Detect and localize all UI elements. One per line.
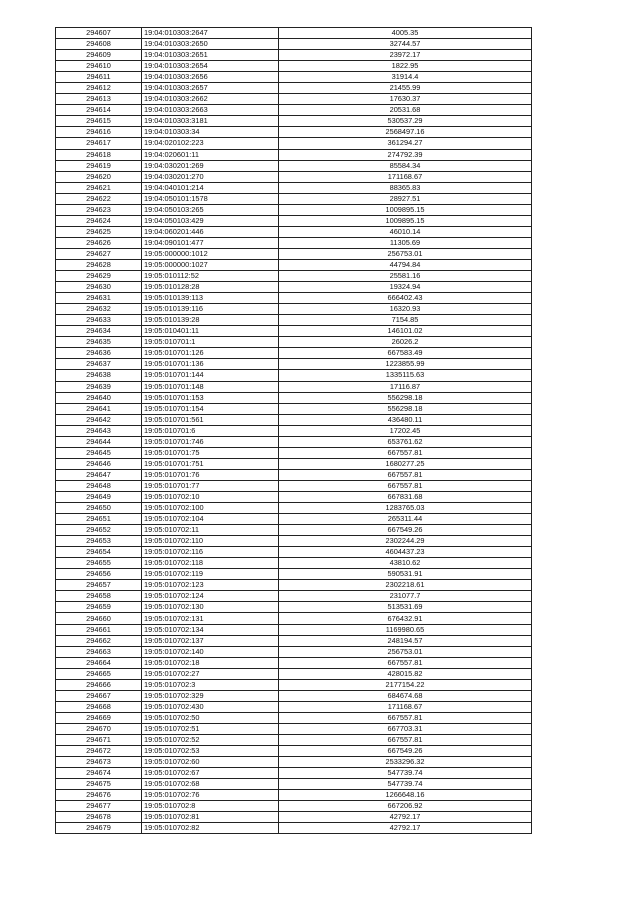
value-cell: 556298.18: [279, 392, 532, 403]
row-id-cell: 294675: [56, 779, 142, 790]
row-id-cell: 294679: [56, 823, 142, 834]
table-row: [56, 657, 532, 668]
cadastral-code-cell: 19:04:050101:1578: [142, 193, 279, 204]
table-row: [56, 182, 532, 193]
row-id-cell: 294652: [56, 525, 142, 536]
table-row: [56, 558, 532, 569]
table-row: [56, 801, 532, 812]
table-row: [56, 127, 532, 138]
value-cell: 43810.62: [279, 558, 532, 569]
table-row: [56, 315, 532, 326]
row-id-cell: 294639: [56, 381, 142, 392]
value-cell: 530537.29: [279, 116, 532, 127]
row-id-cell: 294650: [56, 503, 142, 514]
cadastral-code-cell: 19:05:010702:137: [142, 635, 279, 646]
cadastral-code-cell: 19:05:010702:51: [142, 723, 279, 734]
table-row: [56, 293, 532, 304]
cadastral-code-cell: 19:05:010702:110: [142, 536, 279, 547]
value-cell: 361294.27: [279, 138, 532, 149]
row-id-cell: 294659: [56, 602, 142, 613]
value-cell: 1283765.03: [279, 503, 532, 514]
row-id-cell: 294643: [56, 425, 142, 436]
table-row: [56, 392, 532, 403]
table-row: [56, 447, 532, 458]
cadastral-code-cell: 19:05:010702:76: [142, 790, 279, 801]
row-id-cell: 294648: [56, 480, 142, 491]
cadastral-code-cell: 19:05:010702:10: [142, 491, 279, 502]
cadastral-code-cell: 19:04:090101:477: [142, 237, 279, 248]
table-row: [56, 591, 532, 602]
table-row: [56, 690, 532, 701]
value-cell: 31914.4: [279, 72, 532, 83]
cadastral-code-cell: 19:04:010303:3181: [142, 116, 279, 127]
cadastral-code-cell: 19:05:010139:116: [142, 304, 279, 315]
cadastral-code-cell: 19:05:010701:153: [142, 392, 279, 403]
table-row: [56, 83, 532, 94]
row-id-cell: 294670: [56, 723, 142, 734]
row-id-cell: 294638: [56, 370, 142, 381]
row-id-cell: 294632: [56, 304, 142, 315]
table-row: [56, 138, 532, 149]
value-cell: 171168.67: [279, 171, 532, 182]
row-id-cell: 294642: [56, 414, 142, 425]
cadastral-code-cell: 19:04:030201:270: [142, 171, 279, 182]
table-row: [56, 635, 532, 646]
table-row: [56, 525, 532, 536]
value-cell: 667557.81: [279, 469, 532, 480]
value-cell: 4005.35: [279, 28, 532, 39]
cadastral-code-cell: 19:04:010303:2650: [142, 39, 279, 50]
table-row: [56, 105, 532, 116]
value-cell: 32744.57: [279, 39, 532, 50]
table-row: [56, 282, 532, 293]
cadastral-code-cell: 19:04:050103:429: [142, 215, 279, 226]
table-row: [56, 757, 532, 768]
table-row: [56, 226, 532, 237]
row-id-cell: 294615: [56, 116, 142, 127]
value-cell: 666402.43: [279, 293, 532, 304]
row-id-cell: 294622: [56, 193, 142, 204]
row-id-cell: 294649: [56, 491, 142, 502]
table-row: [56, 624, 532, 635]
cadastral-code-cell: 19:05:010701:746: [142, 436, 279, 447]
table-row: [56, 248, 532, 259]
value-cell: 1009895.15: [279, 215, 532, 226]
value-cell: 231077.7: [279, 591, 532, 602]
row-id-cell: 294644: [56, 436, 142, 447]
row-id-cell: 294634: [56, 326, 142, 337]
value-cell: 1266648.16: [279, 790, 532, 801]
row-id-cell: 294671: [56, 735, 142, 746]
value-cell: 42792.17: [279, 823, 532, 834]
cadastral-code-cell: 19:05:010701:148: [142, 381, 279, 392]
cadastral-code-cell: 19:05:010702:100: [142, 503, 279, 514]
value-cell: 684674.68: [279, 690, 532, 701]
cadastral-code-cell: 19:05:010701:6: [142, 425, 279, 436]
value-cell: 1335115.63: [279, 370, 532, 381]
row-id-cell: 294657: [56, 580, 142, 591]
row-id-cell: 294633: [56, 315, 142, 326]
value-cell: 1680277.25: [279, 458, 532, 469]
cadastral-code-cell: 19:05:010702:67: [142, 768, 279, 779]
row-id-cell: 294645: [56, 447, 142, 458]
cadastral-code-cell: 19:05:010702:119: [142, 569, 279, 580]
table-row: [56, 94, 532, 105]
row-id-cell: 294646: [56, 458, 142, 469]
cadastral-code-cell: 19:05:010702:81: [142, 812, 279, 823]
value-cell: 146101.02: [279, 326, 532, 337]
table-row: [56, 403, 532, 414]
value-cell: 28927.51: [279, 193, 532, 204]
row-id-cell: 294655: [56, 558, 142, 569]
row-id-cell: 294611: [56, 72, 142, 83]
value-cell: 547739.74: [279, 779, 532, 790]
row-id-cell: 294654: [56, 547, 142, 558]
cadastral-code-cell: 19:04:010303:2656: [142, 72, 279, 83]
table-row: [56, 215, 532, 226]
value-cell: 653761.62: [279, 436, 532, 447]
table-row: [56, 547, 532, 558]
value-cell: 428015.82: [279, 668, 532, 679]
value-cell: 2177154.22: [279, 679, 532, 690]
row-id-cell: 294677: [56, 801, 142, 812]
table-row: [56, 602, 532, 613]
table-row: [56, 668, 532, 679]
table-row: [56, 28, 532, 39]
value-cell: 1169980.65: [279, 624, 532, 635]
row-id-cell: 294626: [56, 237, 142, 248]
row-id-cell: 294608: [56, 39, 142, 50]
row-id-cell: 294673: [56, 757, 142, 768]
row-id-cell: 294641: [56, 403, 142, 414]
cadastral-code-cell: 19:05:010702:18: [142, 657, 279, 668]
value-cell: 19324.94: [279, 282, 532, 293]
cadastral-code-cell: 19:05:010702:140: [142, 646, 279, 657]
value-cell: 667583.49: [279, 348, 532, 359]
cadastral-code-cell: 19:05:010701:144: [142, 370, 279, 381]
row-id-cell: 294665: [56, 668, 142, 679]
value-cell: 248194.57: [279, 635, 532, 646]
table-row: [56, 735, 532, 746]
row-id-cell: 294627: [56, 248, 142, 259]
row-id-cell: 294668: [56, 701, 142, 712]
row-id-cell: 294617: [56, 138, 142, 149]
cadastral-code-cell: 19:05:010702:27: [142, 668, 279, 679]
row-id-cell: 294631: [56, 293, 142, 304]
cadastral-code-cell: 19:04:010303:2654: [142, 61, 279, 72]
row-id-cell: 294663: [56, 646, 142, 657]
table-row: [56, 381, 532, 392]
table-row: [56, 458, 532, 469]
row-id-cell: 294619: [56, 160, 142, 171]
cadastral-code-cell: 19:05:010702:50: [142, 712, 279, 723]
row-id-cell: 294636: [56, 348, 142, 359]
table-row: [56, 61, 532, 72]
value-cell: 547739.74: [279, 768, 532, 779]
table-row: [56, 39, 532, 50]
table-body: [56, 28, 532, 834]
value-cell: 23972.17: [279, 50, 532, 61]
table-row: [56, 779, 532, 790]
value-cell: 171168.67: [279, 701, 532, 712]
cadastral-code-cell: 19:04:010303:2662: [142, 94, 279, 105]
cadastral-code-cell: 19:04:010303:2663: [142, 105, 279, 116]
table-row: [56, 768, 532, 779]
value-cell: 667557.81: [279, 735, 532, 746]
row-id-cell: 294664: [56, 657, 142, 668]
row-id-cell: 294616: [56, 127, 142, 138]
value-cell: 25581.16: [279, 271, 532, 282]
row-id-cell: 294623: [56, 204, 142, 215]
value-cell: 2533296.32: [279, 757, 532, 768]
table-row: [56, 790, 532, 801]
cadastral-code-cell: 19:05:010128:28: [142, 282, 279, 293]
table-row: [56, 491, 532, 502]
table-row: [56, 72, 532, 83]
value-cell: 667557.81: [279, 657, 532, 668]
value-cell: 667206.92: [279, 801, 532, 812]
value-cell: 85584.34: [279, 160, 532, 171]
cadastral-code-cell: 19:04:010303:2657: [142, 83, 279, 94]
value-cell: 17116.87: [279, 381, 532, 392]
cadastral-code-cell: 19:05:000000:1027: [142, 259, 279, 270]
value-cell: 2302244.29: [279, 536, 532, 547]
table-row: [56, 370, 532, 381]
cadastral-code-cell: 19:04:050103:265: [142, 204, 279, 215]
row-id-cell: 294672: [56, 746, 142, 757]
row-id-cell: 294678: [56, 812, 142, 823]
row-id-cell: 294624: [56, 215, 142, 226]
table-row: [56, 823, 532, 834]
table-row: [56, 469, 532, 480]
value-cell: 21455.99: [279, 83, 532, 94]
value-cell: 667831.68: [279, 491, 532, 502]
cadastral-code-cell: 19:05:010701:76: [142, 469, 279, 480]
value-cell: 7154.85: [279, 315, 532, 326]
value-cell: 256753.01: [279, 646, 532, 657]
cadastral-code-cell: 19:05:010702:134: [142, 624, 279, 635]
value-cell: 667703.31: [279, 723, 532, 734]
table-row: [56, 580, 532, 591]
value-cell: 20531.68: [279, 105, 532, 116]
cadastral-code-cell: 19:04:030201:269: [142, 160, 279, 171]
row-id-cell: 294653: [56, 536, 142, 547]
row-id-cell: 294666: [56, 679, 142, 690]
row-id-cell: 294620: [56, 171, 142, 182]
table-row: [56, 149, 532, 160]
cadastral-code-cell: 19:05:010701:77: [142, 480, 279, 491]
cadastral-code-cell: 19:04:020601:11: [142, 149, 279, 160]
table-row: [56, 679, 532, 690]
value-cell: 1223855.99: [279, 359, 532, 370]
cadastral-code-cell: 19:05:010139:113: [142, 293, 279, 304]
cadastral-code-cell: 19:05:010702:430: [142, 701, 279, 712]
cadastral-code-cell: 19:05:010702:104: [142, 514, 279, 525]
cadastral-code-cell: 19:05:010701:1: [142, 337, 279, 348]
row-id-cell: 294630: [56, 282, 142, 293]
value-cell: 590531.91: [279, 569, 532, 580]
row-id-cell: 294635: [56, 337, 142, 348]
row-id-cell: 294660: [56, 613, 142, 624]
value-cell: 1009895.15: [279, 204, 532, 215]
value-cell: 436480.11: [279, 414, 532, 425]
value-cell: 667557.81: [279, 712, 532, 723]
cadastral-code-cell: 19:04:060201:446: [142, 226, 279, 237]
row-id-cell: 294621: [56, 182, 142, 193]
cadastral-code-cell: 19:05:010702:123: [142, 580, 279, 591]
cadastral-code-cell: 19:05:010701:136: [142, 359, 279, 370]
row-id-cell: 294669: [56, 712, 142, 723]
row-id-cell: 294674: [56, 768, 142, 779]
cadastral-code-cell: 19:05:010701:751: [142, 458, 279, 469]
table-row: [56, 812, 532, 823]
table-row: [56, 514, 532, 525]
value-cell: 667549.26: [279, 525, 532, 536]
table-row: [56, 746, 532, 757]
table-row: [56, 414, 532, 425]
table-row: [56, 271, 532, 282]
value-cell: 676432.91: [279, 613, 532, 624]
row-id-cell: 294613: [56, 94, 142, 105]
table-row: [56, 304, 532, 315]
value-cell: 667557.81: [279, 480, 532, 491]
table-row: [56, 237, 532, 248]
cadastral-code-cell: 19:04:010303:34: [142, 127, 279, 138]
table-row: [56, 569, 532, 580]
value-cell: 2568497.16: [279, 127, 532, 138]
value-cell: 46010.14: [279, 226, 532, 237]
value-cell: 667557.81: [279, 447, 532, 458]
value-cell: 88365.83: [279, 182, 532, 193]
cadastral-code-cell: 19:05:010702:8: [142, 801, 279, 812]
value-cell: 16320.93: [279, 304, 532, 315]
cadastral-code-cell: 19:05:010701:126: [142, 348, 279, 359]
cadastral-code-cell: 19:05:010701:75: [142, 447, 279, 458]
value-cell: 1822.95: [279, 61, 532, 72]
row-id-cell: 294607: [56, 28, 142, 39]
table-row: [56, 646, 532, 657]
cadastral-code-cell: 19:05:010701:154: [142, 403, 279, 414]
table-row: [56, 116, 532, 127]
row-id-cell: 294637: [56, 359, 142, 370]
value-cell: 513531.69: [279, 602, 532, 613]
cadastral-code-cell: 19:05:010702:116: [142, 547, 279, 558]
table-row: [56, 359, 532, 370]
value-cell: 17202.45: [279, 425, 532, 436]
cadastral-code-cell: 19:05:010702:329: [142, 690, 279, 701]
cadastral-code-cell: 19:05:010702:3: [142, 679, 279, 690]
row-id-cell: 294662: [56, 635, 142, 646]
value-cell: 274792.39: [279, 149, 532, 160]
value-cell: 4604437.23: [279, 547, 532, 558]
table-row: [56, 480, 532, 491]
cadastral-code-cell: 19:05:010702:11: [142, 525, 279, 536]
cadastral-code-cell: 19:05:000000:1012: [142, 248, 279, 259]
table-row: [56, 348, 532, 359]
cadastral-code-cell: 19:05:010702:82: [142, 823, 279, 834]
table-row: [56, 436, 532, 447]
value-cell: 17630.37: [279, 94, 532, 105]
row-id-cell: 294667: [56, 690, 142, 701]
table-row: [56, 723, 532, 734]
value-cell: 26026.2: [279, 337, 532, 348]
row-id-cell: 294610: [56, 61, 142, 72]
table-row: [56, 425, 532, 436]
value-cell: 42792.17: [279, 812, 532, 823]
cadastral-code-cell: 19:04:040101:214: [142, 182, 279, 193]
row-id-cell: 294676: [56, 790, 142, 801]
row-id-cell: 294618: [56, 149, 142, 160]
cadastral-code-cell: 19:05:010702:124: [142, 591, 279, 602]
table-row: [56, 193, 532, 204]
value-cell: 11305.69: [279, 237, 532, 248]
cadastral-code-cell: 19:04:020102:223: [142, 138, 279, 149]
row-id-cell: 294625: [56, 226, 142, 237]
table-row: [56, 204, 532, 215]
cadastral-code-cell: 19:05:010702:131: [142, 613, 279, 624]
row-id-cell: 294640: [56, 392, 142, 403]
cadastral-code-cell: 19:05:010139:28: [142, 315, 279, 326]
cadastral-code-cell: 19:05:010702:53: [142, 746, 279, 757]
cadastral-code-cell: 19:04:010303:2651: [142, 50, 279, 61]
table-row: [56, 337, 532, 348]
data-table: [55, 27, 532, 834]
table-row: [56, 712, 532, 723]
value-cell: 667549.26: [279, 746, 532, 757]
table-row: [56, 613, 532, 624]
row-id-cell: 294609: [56, 50, 142, 61]
row-id-cell: 294612: [56, 83, 142, 94]
table-row: [56, 326, 532, 337]
row-id-cell: 294661: [56, 624, 142, 635]
value-cell: 265311.44: [279, 514, 532, 525]
table-row: [56, 259, 532, 270]
table-row: [56, 536, 532, 547]
table-row: [56, 50, 532, 61]
cadastral-code-cell: 19:05:010702:118: [142, 558, 279, 569]
row-id-cell: 294628: [56, 259, 142, 270]
cadastral-code-cell: 19:05:010702:68: [142, 779, 279, 790]
row-id-cell: 294614: [56, 105, 142, 116]
row-id-cell: 294651: [56, 514, 142, 525]
row-id-cell: 294629: [56, 271, 142, 282]
value-cell: 2302218.61: [279, 580, 532, 591]
table-row: [56, 503, 532, 514]
cadastral-code-cell: 19:05:010401:11: [142, 326, 279, 337]
row-id-cell: 294658: [56, 591, 142, 602]
value-cell: 44794.84: [279, 259, 532, 270]
cadastral-code-cell: 19:04:010303:2647: [142, 28, 279, 39]
row-id-cell: 294647: [56, 469, 142, 480]
table-row: [56, 701, 532, 712]
cadastral-code-cell: 19:05:010702:130: [142, 602, 279, 613]
value-cell: 556298.18: [279, 403, 532, 414]
cadastral-code-cell: 19:05:010702:60: [142, 757, 279, 768]
cadastral-code-cell: 19:05:010702:52: [142, 735, 279, 746]
table-row: [56, 160, 532, 171]
table-row: [56, 171, 532, 182]
cadastral-code-cell: 19:05:010701:561: [142, 414, 279, 425]
value-cell: 256753.01: [279, 248, 532, 259]
cadastral-code-cell: 19:05:010112:52: [142, 271, 279, 282]
row-id-cell: 294656: [56, 569, 142, 580]
